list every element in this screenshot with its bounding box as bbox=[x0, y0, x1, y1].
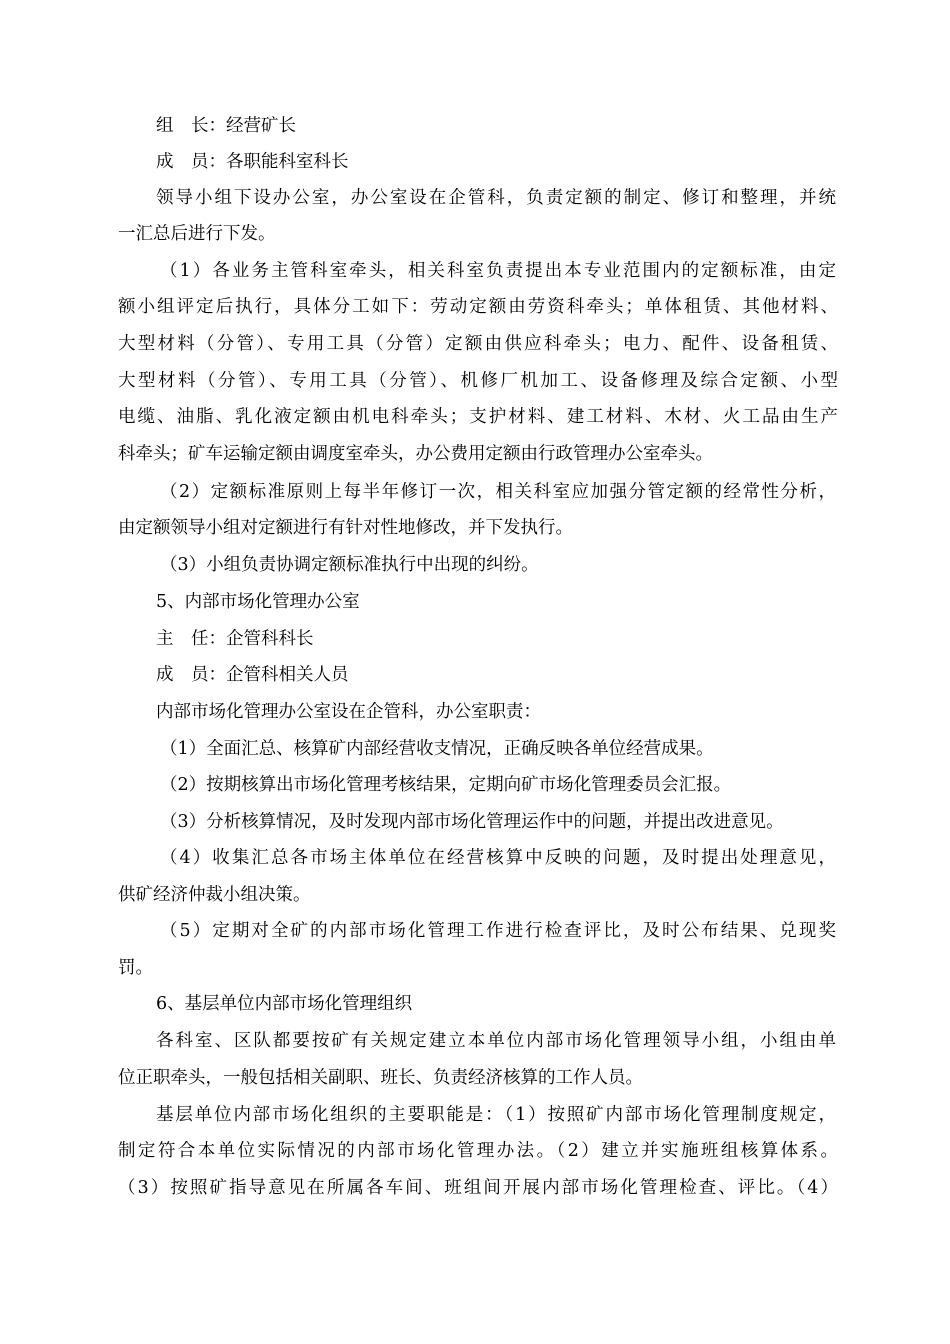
text-line: （5）定期对全矿的内部市场化管理工作进行检查评比，及时公布结果、兑现奖 bbox=[160, 921, 836, 941]
text-line: （1）全面汇总、核算矿内部经营收支情况，正确反映各单位经营成果。 bbox=[160, 739, 714, 759]
text-line: 各科室、区队都要按矿有关规定建立本单位内部市场化管理领导小组，小组由单 bbox=[156, 1031, 836, 1051]
section-heading: 5、内部市场化管理办公室 bbox=[156, 592, 360, 612]
text-line: 由定额领导小组对定额进行有针对性地修改，并下发执行。 bbox=[118, 518, 573, 538]
text-line: 供矿经济仲裁小组决策。 bbox=[118, 885, 311, 905]
text-line: 主 任：企管科科长 bbox=[156, 629, 314, 649]
text-line: 大型材料（分管）、专用工具（分管）、机修厂机加工、设备修理及综合定额、小型 bbox=[118, 371, 838, 391]
text-line: （4）收集汇总各市场主体单位在经营核算中反映的问题，及时提出处理意见， bbox=[160, 848, 836, 868]
text-line: 制定符合本单位实际情况的内部市场化管理办法。（2）建立并实施班组核算体系。 bbox=[118, 1141, 838, 1161]
text-line: （3）分析核算情况，及时发现内部市场化管理运作中的问题，并提出改进意见。 bbox=[160, 812, 784, 832]
text-line: （3）按照矿指导意见在所属各车间、班组间开展内部市场化管理检查、评比。（4） bbox=[118, 1178, 838, 1198]
text-line: （1）各业务主管科室牵头，相关科室负责提出本专业范围内的定额标准，由定 bbox=[160, 261, 836, 281]
text-line: 额小组评定后执行，具体分工如下：劳动定额由劳资科牵头；单体租赁、其他材料、 bbox=[118, 297, 838, 317]
text-line: 成 员：各职能科室科长 bbox=[156, 152, 349, 172]
text-line: 一汇总后进行下发。 bbox=[118, 224, 276, 244]
text-line: （3）小组负责协调定额标准执行中出现的纠纷。 bbox=[160, 555, 539, 575]
text-line: 成 员：企管科相关人员 bbox=[156, 665, 349, 685]
section-heading: 6、基层单位内部市场化管理组织 bbox=[156, 994, 413, 1014]
text-line: （2）按期核算出市场化管理考核结果，定期向矿市场化管理委员会汇报。 bbox=[160, 775, 732, 795]
text-line: 科牵头；矿车运输定额由调度室牵头，办公费用定额由行政管理办公室牵头。 bbox=[118, 444, 713, 464]
text-line: 基层单位内部市场化组织的主要职能是：（1）按照矿内部市场化管理制度规定， bbox=[156, 1105, 836, 1125]
text-line: 内部市场化管理办公室设在企管科，办公室职责： bbox=[156, 702, 541, 722]
text-line: 大型材料（分管）、专用工具（分管）定额由供应科牵头；电力、配件、设备租赁、 bbox=[118, 334, 838, 354]
text-line: （2）定额标准原则上每半年修订一次，相关科室应加强分管定额的经常性分析， bbox=[160, 482, 836, 502]
text-line: 位正职牵头，一般包括相关副职、班长、负责经济核算的工作人员。 bbox=[118, 1068, 643, 1088]
text-line: 组 长：经营矿长 bbox=[156, 116, 296, 136]
text-line: 罚。 bbox=[118, 958, 153, 978]
text-line: 电缆、油脂、乳化液定额由机电科牵头；支护材料、建工材料、木材、火工品由生产 bbox=[118, 407, 838, 427]
text-line: 领导小组下设办公室，办公室设在企管科，负责定额的制定、修订和整理，并统 bbox=[156, 188, 836, 208]
